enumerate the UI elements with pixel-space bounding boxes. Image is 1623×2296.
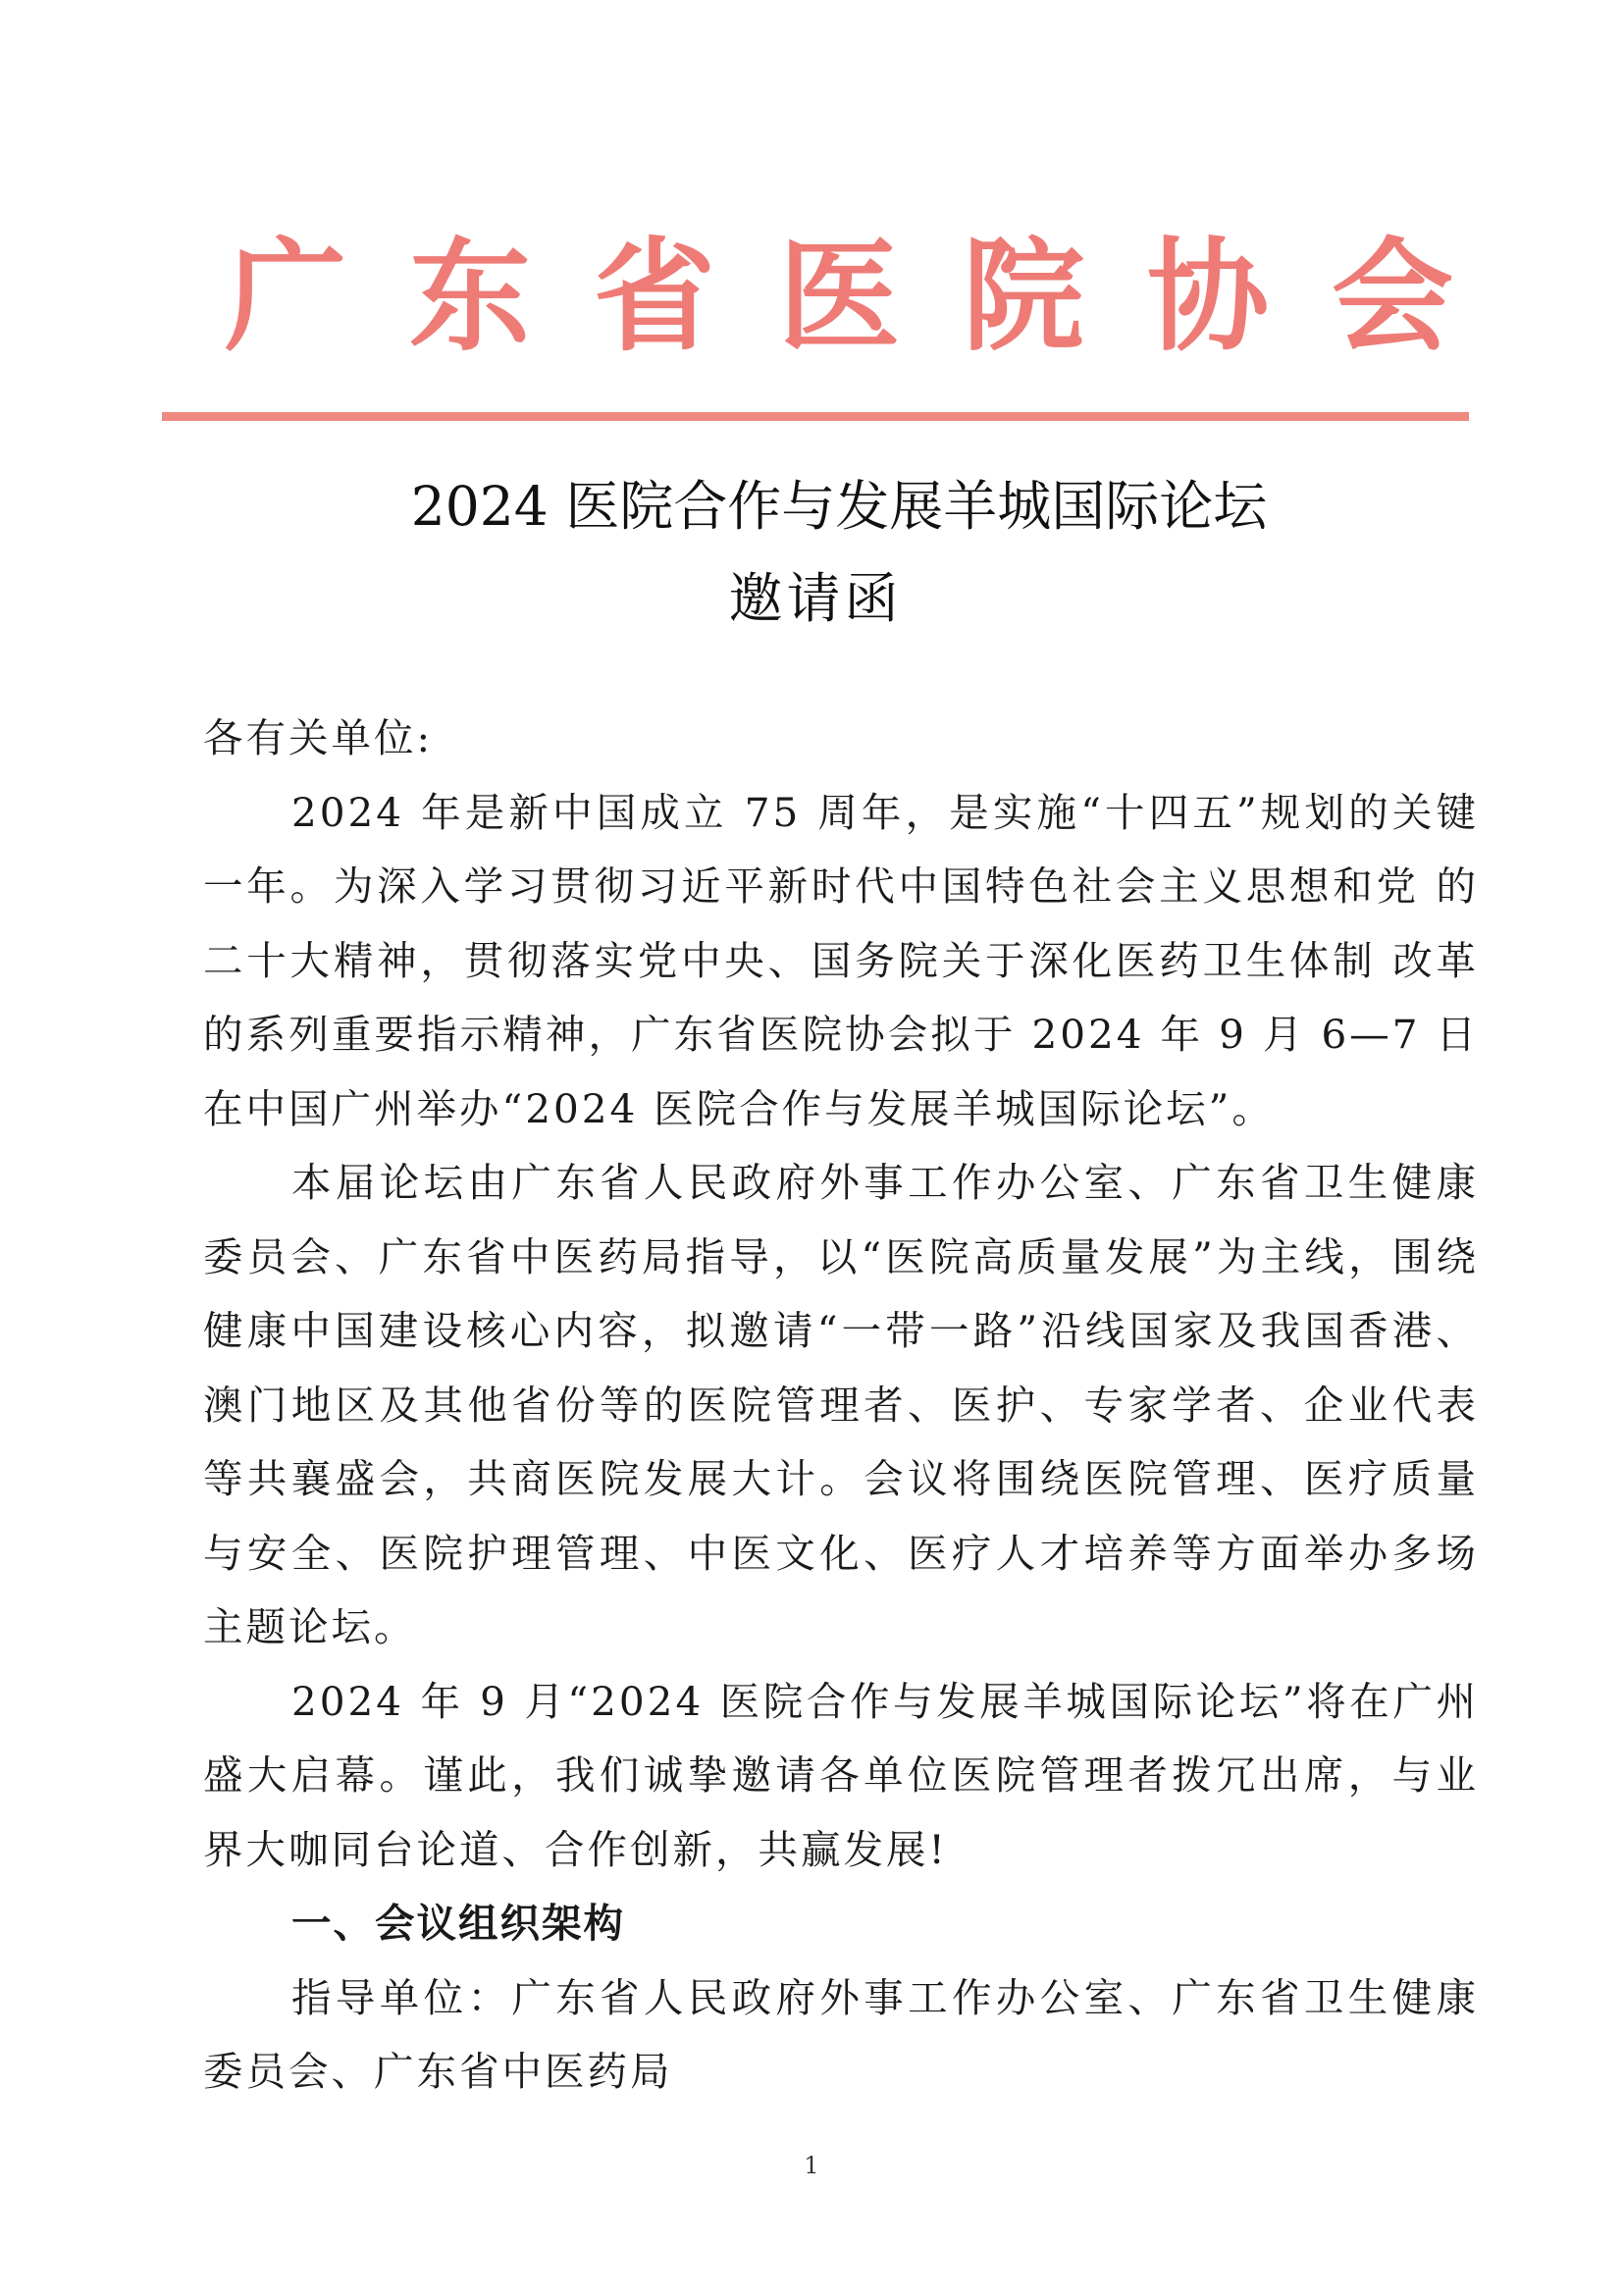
- page-number: 1: [804, 2152, 819, 2179]
- letterhead-divider: [162, 412, 1469, 421]
- paragraph-guidance-units: 指导单位：广东省人民政府外事工作办公室、广东省卫生健康委员会、广东省中医药局: [203, 1973, 1479, 2095]
- document-subtitle: 邀请函: [728, 567, 903, 630]
- organization-letterhead: 广东省医院协会: [225, 226, 1517, 368]
- paragraph-forum-description: 本届论坛由广东省人民政府外事工作办公室、广东省卫生健康委员会、广东省中医药局指导，以“医院高质量发展”为主线，围绕健康中国建设核心内容，拟邀请“一带一路”沿线国家及我国香港、澳门地区及其他省份等的医院管理者、医护、专家学者、企业代表等共襄盛会，共商医院发展大计。会议将围绕医院管理、医疗质量与安全、医院护理管理、中医文化、医疗人才培养等方面举办多场主题论坛。: [203, 1159, 1479, 1650]
- document-title: 2024 医院合作与发展羊城国际论坛: [410, 475, 1268, 538]
- paragraph-intro: 2024 年是新中国成立 75 周年，是实施“十四五”规划的关键一年。为深入学习贯彻习近平新时代中国特色社会主义思想和党 的二十大精神，贯彻落实党中央、国务院关于深化医药卫生体制 改革的系列重要指示精神，广东省医院协会拟于 2024 年 9 月 6—7 日在中国广州举办“2024 医院合作与发展羊城国际论坛”。: [203, 788, 1479, 1132]
- salutation: 各有关单位:: [203, 714, 434, 761]
- letter-body: [203, 702, 1479, 2110]
- section-heading: 一、会议组织架构: [291, 1900, 625, 1947]
- paragraph-invitation: 2024 年 9 月“2024 医院合作与发展羊城国际论坛”将在广州盛大启幕。谨此，我们诚挚邀请各单位医院管理者拨冗出席，与业界大咖同台论道、合作创新，共赢发展!: [203, 1677, 1479, 1873]
